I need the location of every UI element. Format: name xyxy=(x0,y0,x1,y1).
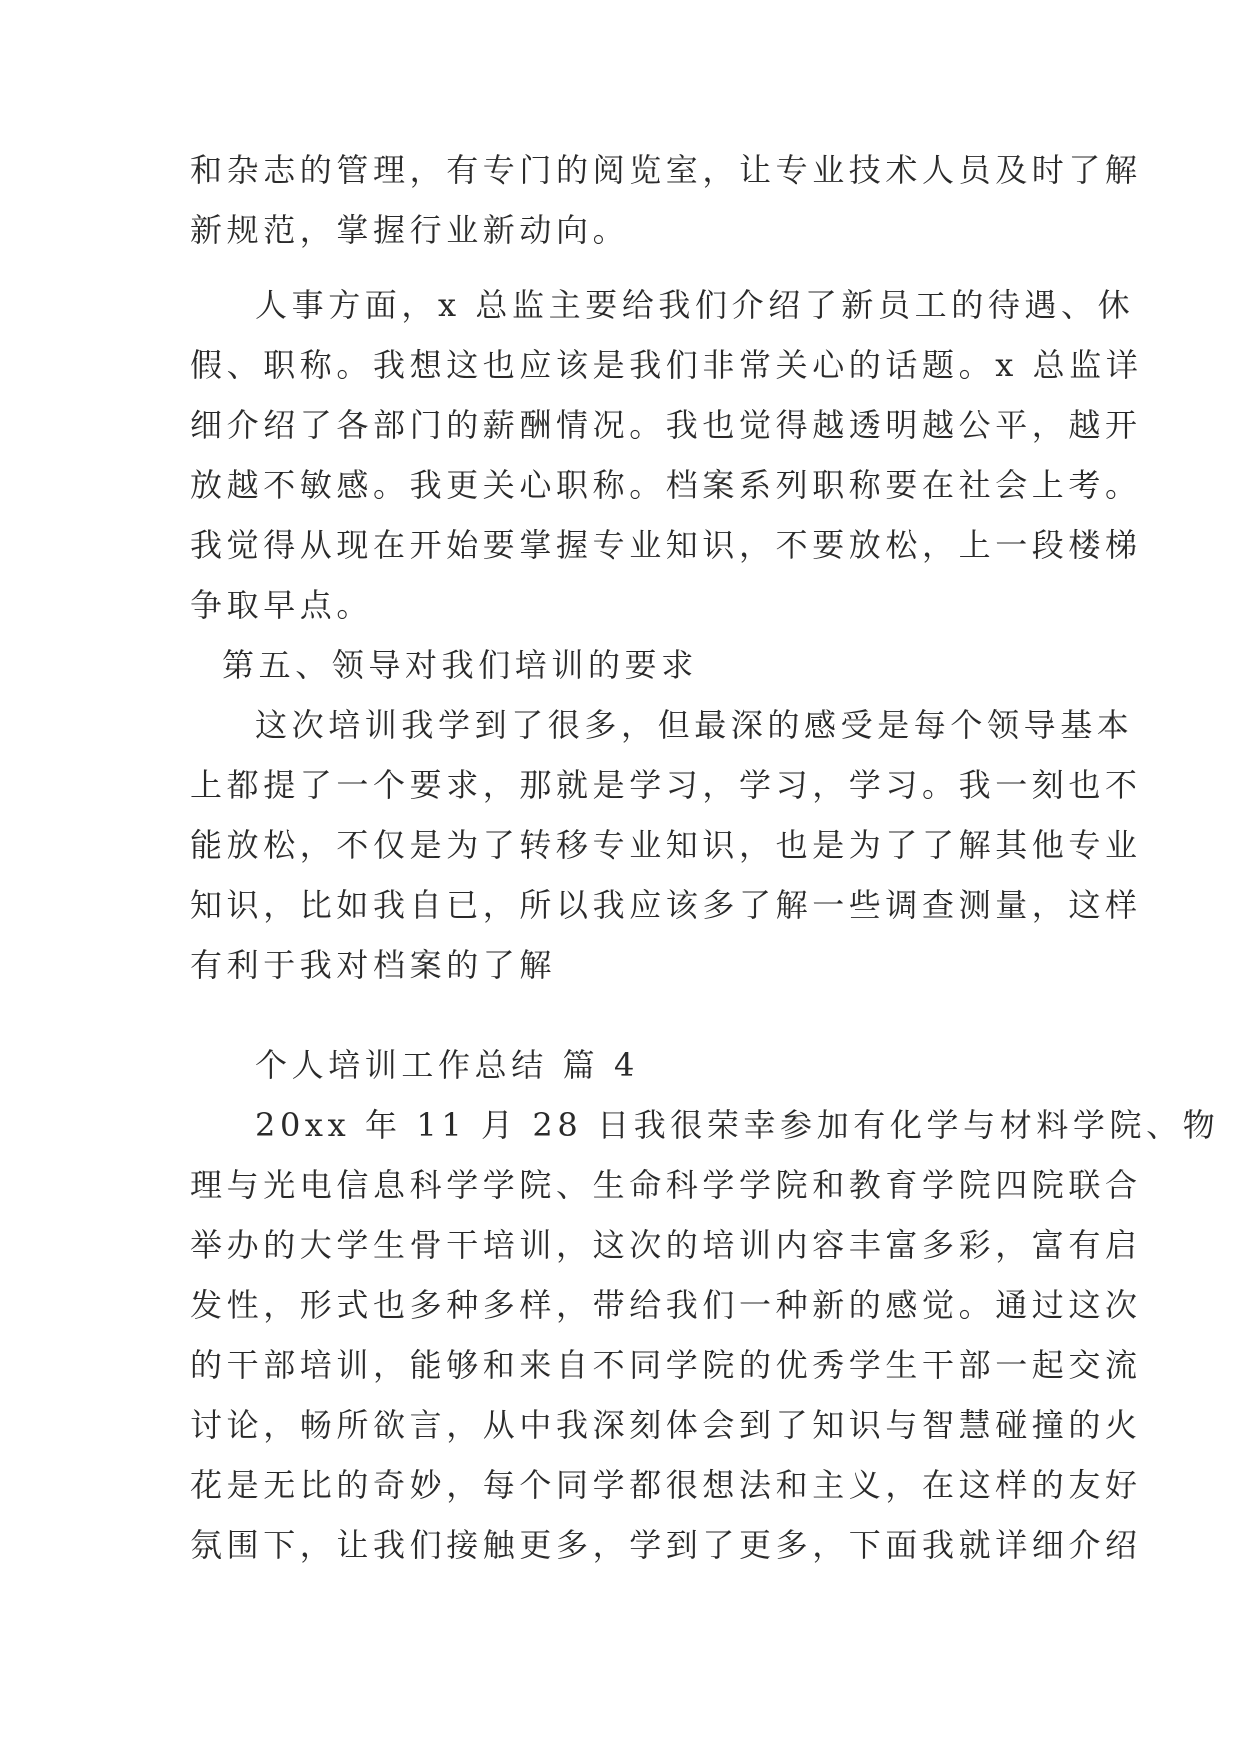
text-line: 氛围下，让我们接触更多，学到了更多，下面我就详细介绍 xyxy=(190,1526,1142,1564)
text-line: 细介绍了各部门的薪酬情况。我也觉得越透明越公平，越开 xyxy=(190,406,1142,444)
text-line: 上都提了一个要求，那就是学习，学习，学习。我一刻也不 xyxy=(190,766,1142,804)
text-line: 放越不敏感。我更关心职称。档案系列职称要在社会上考。 xyxy=(190,466,1142,504)
paragraph-start-line: 这次培训我学到了很多，但最深的感受是每个领导基本 xyxy=(255,706,1134,744)
section-heading: 第五、领导对我们培训的要求 xyxy=(222,646,698,684)
text-line: 我觉得从现在开始要掌握专业知识，不要放松，上一段楼梯 xyxy=(190,526,1142,564)
text-line: 发性，形式也多种多样，带给我们一种新的感觉。通过这次 xyxy=(190,1286,1142,1324)
text-line: 能放松，不仅是为了转移专业知识，也是为了了解其他专业 xyxy=(190,826,1142,864)
paragraph-start-line: 人事方面，x 总监主要给我们介绍了新员工的待遇、休 xyxy=(255,286,1135,324)
text-line: 和杂志的管理，有专门的阅览室，让专业技术人员及时了解 xyxy=(190,151,1142,189)
text-line: 的干部培训，能够和来自不同学院的优秀学生干部一起交流 xyxy=(190,1346,1142,1384)
text-line: 讨论，畅所欲言，从中我深刻体会到了知识与智慧碰撞的火 xyxy=(190,1406,1142,1444)
text-line: 知识，比如我自已，所以我应该多了解一些调查测量，这样 xyxy=(190,886,1142,924)
text-line: 有利于我对档案的了解 xyxy=(190,946,557,984)
text-line: 假、职称。我想这也应该是我们非常关心的话题。x 总监详 xyxy=(190,346,1143,384)
text-line: 理与光电信息科学学院、生命科学学院和教育学院四院联合 xyxy=(190,1166,1142,1204)
text-line: 举办的大学生骨干培训，这次的培训内容丰富多彩，富有启 xyxy=(190,1226,1142,1264)
text-line: 新规范，掌握行业新动向。 xyxy=(190,211,630,249)
text-line: 争取早点。 xyxy=(190,586,374,624)
article-title: 个人培训工作总结 篇 4 xyxy=(255,1046,639,1084)
text-line: 花是无比的奇妙，每个同学都很想法和主义，在这样的友好 xyxy=(190,1466,1142,1504)
paragraph-start-line: 20xx 年 11 月 28 日我很荣幸参加有化学与材料学院、物 xyxy=(255,1106,1220,1144)
